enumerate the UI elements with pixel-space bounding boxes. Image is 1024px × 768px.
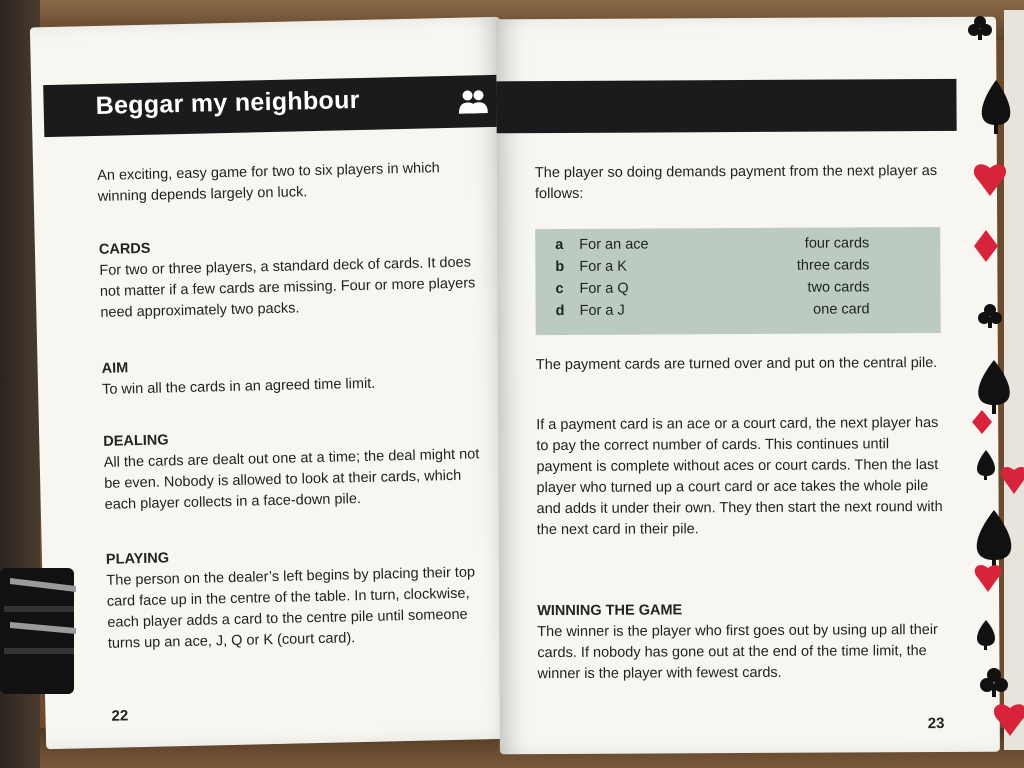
right-page: [496, 17, 1000, 755]
paragraph-text: The payment cards are turned over and put on the central pile.: [535, 355, 938, 374]
left-page: [30, 17, 516, 749]
section-body: The winner is the player who first goes out by using up all their cards. If nobody has gone out at the end of the time limit, the winner is the player with fewest cards.: [537, 622, 938, 683]
spade-icon: [977, 620, 995, 650]
diamond-icon: [972, 410, 992, 434]
section-dealing: [103, 423, 495, 516]
section-body: All the cards are dealt out one at a time; the deal might not be even. Nobody is allowed to look at their cards, which each player collects in a face-down pile.: [103, 446, 480, 513]
payment-row: [555, 279, 925, 303]
club-icon: [978, 304, 1002, 328]
section-aim: [101, 350, 492, 401]
payment-row: [556, 301, 926, 325]
page-title: Beggar my neighbour: [95, 85, 360, 120]
section-heading: WINNING THE GAME: [537, 602, 683, 620]
payment-amount: three cards: [796, 257, 870, 274]
payment-amount: one card: [813, 301, 870, 318]
section-body: To win all the cards in an agreed time limit.: [101, 375, 376, 398]
club-icon: [980, 668, 1008, 697]
payment-intro-text: The player so doing demands payment from the next player as follows:: [534, 163, 938, 203]
payment-letter: a: [555, 236, 564, 254]
payment-letter: c: [555, 280, 564, 298]
court-card-paragraph: [536, 413, 947, 541]
payment-amount: two cards: [807, 279, 870, 296]
payment-letter: d: [555, 302, 565, 320]
section-heading: PLAYING: [105, 550, 170, 568]
payment-label: For a K: [579, 258, 627, 275]
payment-intro: [535, 161, 945, 205]
title-banner-continued: [496, 79, 956, 133]
intro-paragraph: [97, 157, 488, 208]
section-body: The person on the dealer’s left begins by placing their top card face up in the centre of the table. In turn, clockwise, each player adds a card to the centre pile until someone turns up an ace, J, Q or K (court card).: [106, 564, 476, 652]
payment-row: [555, 235, 925, 259]
payment-label: For a Q: [579, 280, 629, 297]
diamond-icon: [974, 230, 998, 262]
payment-table: [535, 227, 941, 335]
payment-label: For a J: [579, 302, 625, 319]
spade-icon: [977, 450, 995, 480]
intro-text: An exciting, easy game for two to six players in which winning depends largely on luck.: [97, 160, 440, 205]
two-players-icon: [457, 88, 488, 115]
heart-icon: [975, 565, 1002, 592]
section-heading: CARDS: [98, 240, 151, 258]
section-winning: [537, 599, 947, 685]
heart-icon: [974, 164, 1006, 196]
section-body: For two or three players, a standard deck of cards. It does not matter if a few cards are missing. Four or more players need approximately two packs.: [99, 254, 476, 321]
payment-letter: b: [555, 258, 565, 276]
payment-row: [555, 257, 925, 281]
club-icon: [968, 16, 992, 40]
title-banner: [43, 75, 502, 137]
page-number-right: 23: [927, 714, 945, 733]
suit-pattern-page-edge: [968, 10, 1024, 750]
paragraph-text: If a payment card is an ace or a court card, the next player has to pay the correct number of cards. This continues until payment is complete without aces or court cards. Then the last player who turned up a court card or ace takes the whole pile and adds it under their own. They then start the next round with the next card in their pile.: [536, 415, 943, 539]
section-heading: DEALING: [103, 432, 169, 450]
section-playing: [106, 541, 498, 655]
payment-label: For an ace: [579, 236, 649, 253]
payment-amount: four cards: [804, 235, 870, 252]
section-cards: [99, 231, 491, 324]
page-number-left: 22: [111, 707, 129, 725]
section-heading: AIM: [101, 360, 129, 377]
payment-cards-paragraph: [536, 353, 946, 376]
binder-clip: [0, 568, 80, 694]
